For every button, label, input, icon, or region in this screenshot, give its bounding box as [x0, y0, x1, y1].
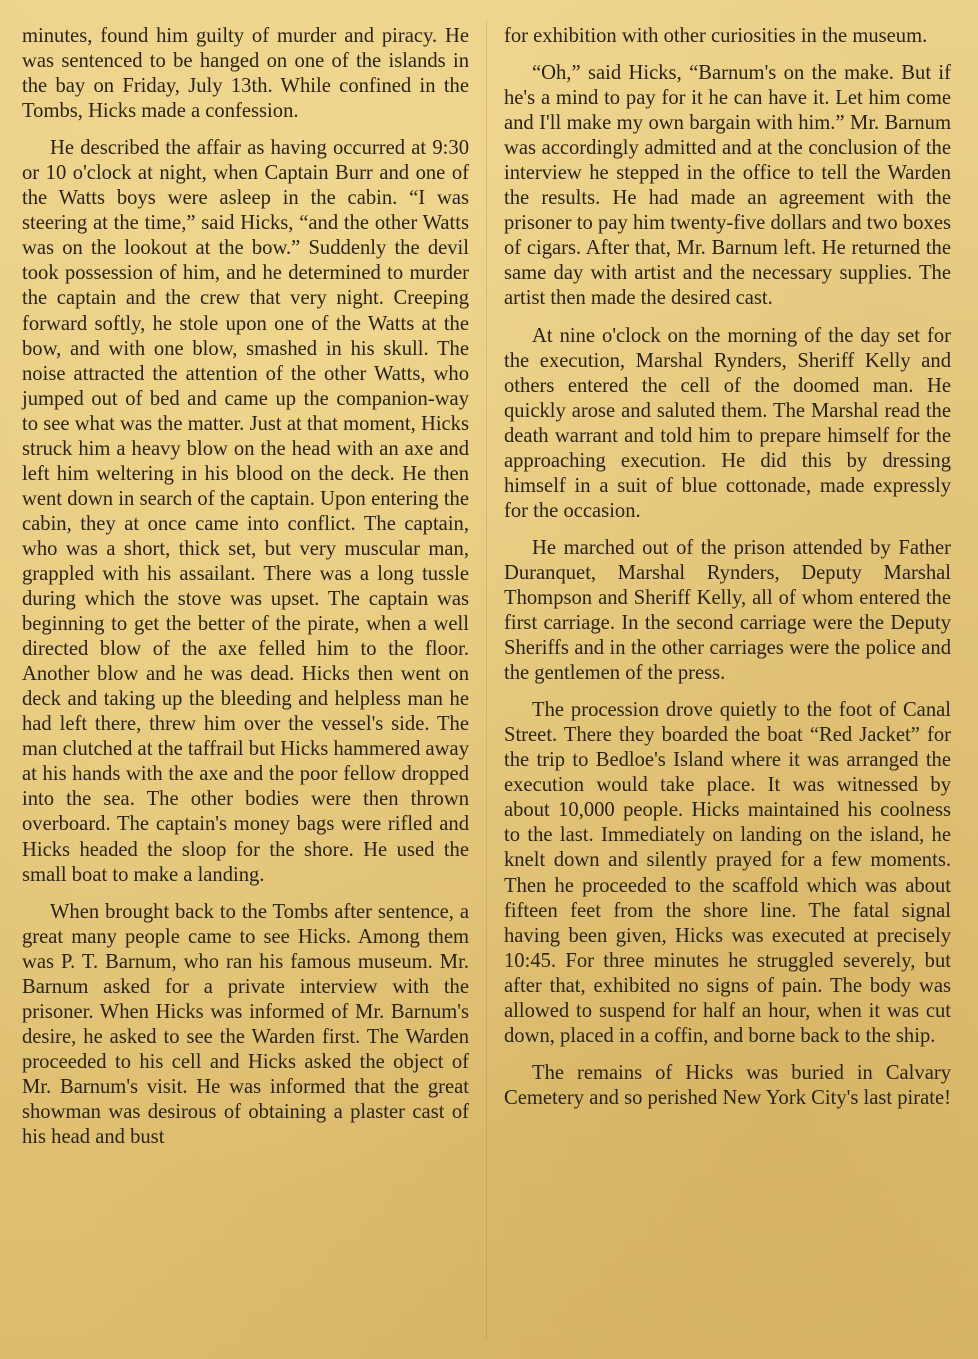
column-gutter: [486, 20, 487, 1340]
paragraph: “Oh,” said Hicks, “Barnum's on the make. But if he's a mind to pay for it he can have it. Let him come and I'll make my own bargain with him.” Mr. Barnum was accordingly admitted and at the conclusion of the interview he stepped in the office to tell the Warden the results. He had made an agreement with the prisoner to pay him twenty-five dollars and two boxes of cigars. After that, Mr. Barnum left. He returned the same day with artist and the necessary supplies. The artist then made the desired cast.: [504, 62, 951, 310]
paragraph: for exhibition with other curiosities in the museum.: [504, 25, 928, 47]
paragraph: The remains of Hicks was buried in Calvary Cemetery and so perished New York City's last pirate!: [504, 1061, 951, 1109]
paragraph: He described the affair as having occurred at 9:30 or 10 o'clock at night, when Captain Burr and one of the Watts boys were asleep in the cabin. “I was steering at the time,” said Hicks, “and the other Watts was on the lookout at the bow.” Suddenly the devil took possession of him, and he determined to murder the captain and the crew that very night. Creeping forward softly, he stole upon one of the Watts at the bow, and with one blow, smashed in his skull. The noise attracted the attention of the other Watts, who jumped out of bed and came up the companion-way to see what was the matter. Just at that moment, Hicks struck him a heavy blow on the head with an axe and left him weltering in his blood on the deck. He then went down in search of the captain. Upon entering the cabin, they at once came into conflict. The captain, who was a short, thick set, but very muscular man, grappled with his assailant. There was a long tussle during which the stove was upset. The captain was beginning to get the better of the pirate, when a well directed blow of the axe felled him to the floor. Another blow and he was dead. Hicks then went on deck and taking up the bleeding and helpless man he had left there, threw him over the vessel's side. The man clutched at the taffrail but Hicks hammered away at his hands with the axe and the poor fellow dropped into the sea. The other bodies were then thrown overboard. The captain's money bags were rifled and Hicks headed the sloop for the shore. He used the small boat to make a landing.: [22, 137, 469, 886]
paragraph: At nine o'clock on the morning of the day set for the execution, Marshal Rynders, Sheriff Kelly and others entered the cell of the doomed man. He quickly arose and saluted them. The Marshal read the death warrant and told him to prepare himself for the approaching execution. He did this by dressing himself in a suit of blue cottonade, made expressly for the occasion.: [504, 324, 951, 522]
right-column: [504, 24, 951, 1123]
paragraph: When brought back to the Tombs after sentence, a great many people came to see Hicks. Among them was P. T. Barnum, who ran his famous museum. Mr. Barnum asked for a private interview with the prisoner. When Hicks was informed of Mr. Barnum's desire, he asked to see the Warden first. The Warden proceeded to his cell and Hicks asked the object of Mr. Barnum's visit. He was informed that the great showman was desirous of obtaining a plaster cast of his head and bust: [22, 900, 469, 1149]
paragraph: The procession drove quietly to the foot of Canal Street. There they boarded the boat “Red Jacket” for the trip to Bedloe's Island where it was arranged the execution would take place. It was witnessed by about 10,000 people. Hicks maintained his coolness to the last. Immediately on landing on the island, he knelt down and silently prayed for a few moments. Then he proceeded to the scaffold which was about fifteen feet from the shore line. The fatal signal having been given, Hicks was executed at precisely 10:45. For three minutes he struggled severely, but after that, exhibited no signs of pain. The body was allowed to suspend for half an hour, when it was cut down, placed in a coffin, and borne back to the ship.: [504, 699, 951, 1047]
paragraph: minutes, found him guilty of murder and piracy. He was sentenced to be hanged on one of the islands in the bay on Friday, July 13th. While confined in the Tombs, Hicks made a confession.: [22, 25, 469, 123]
left-column: [22, 24, 469, 1162]
paragraph: He marched out of the prison attended by Father Duranquet, Marshal Rynders, Deputy Marshal Thompson and Sheriff Kelly, all of whom entered the first carriage. In the second carriage were the Deputy Sheriffs and in the other carriages were the police and the gentlemen of the press.: [504, 536, 951, 685]
